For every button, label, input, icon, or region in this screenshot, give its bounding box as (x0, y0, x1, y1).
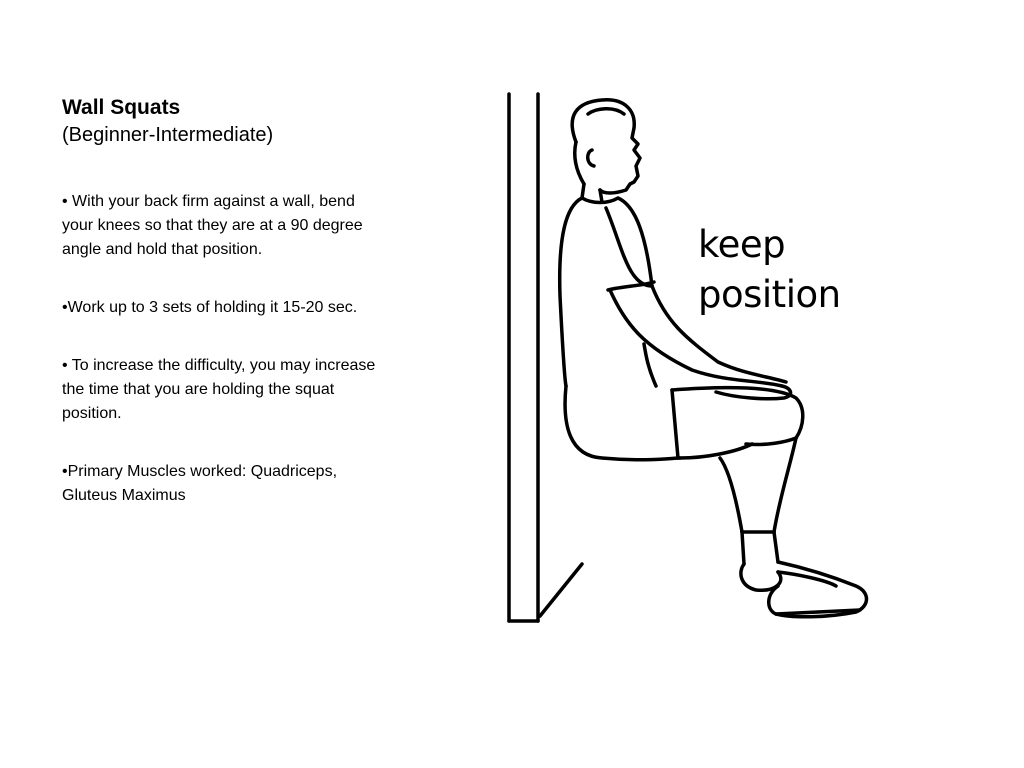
bullet-difficulty: • To increase the difficulty, you may increase the time that you are holding the squat position. (62, 357, 376, 422)
bullet-sets: •Work up to 3 sets of holding it 15-20 sec. (62, 299, 358, 316)
caption-keep: keep (698, 223, 786, 266)
wall-sit-figure-icon (496, 86, 896, 636)
ear (588, 150, 594, 166)
thigh-bottom (680, 444, 752, 458)
knee-cap (746, 438, 796, 445)
shin-front (774, 438, 796, 532)
back-outline (560, 198, 582, 386)
neck-back (582, 184, 584, 198)
caption-position: position (698, 273, 841, 316)
head-back (575, 142, 584, 184)
belly (644, 344, 656, 386)
shorts-hem (672, 390, 678, 458)
front-shoe (769, 562, 867, 617)
instructions-panel (62, 94, 382, 542)
floor-line (540, 564, 582, 616)
sock-back (742, 532, 744, 564)
slide-subtitle: (Beginner-Intermediate) (62, 124, 274, 146)
bullet-muscles: •Primary Muscles worked: Quadriceps, Gluteus Maximus (62, 463, 338, 504)
buttocks-outline (565, 386, 680, 460)
bullet-instruction: • With your back firm against a wall, bend your knees so that they are at a 90 degree angle and hold that position. (62, 193, 363, 258)
slide-title: Wall Squats (62, 96, 181, 119)
sock-front (774, 532, 778, 562)
wall-sit-illustration (496, 86, 896, 636)
neck-front (600, 190, 602, 202)
hair-line (588, 109, 624, 114)
calf-back (720, 458, 742, 532)
